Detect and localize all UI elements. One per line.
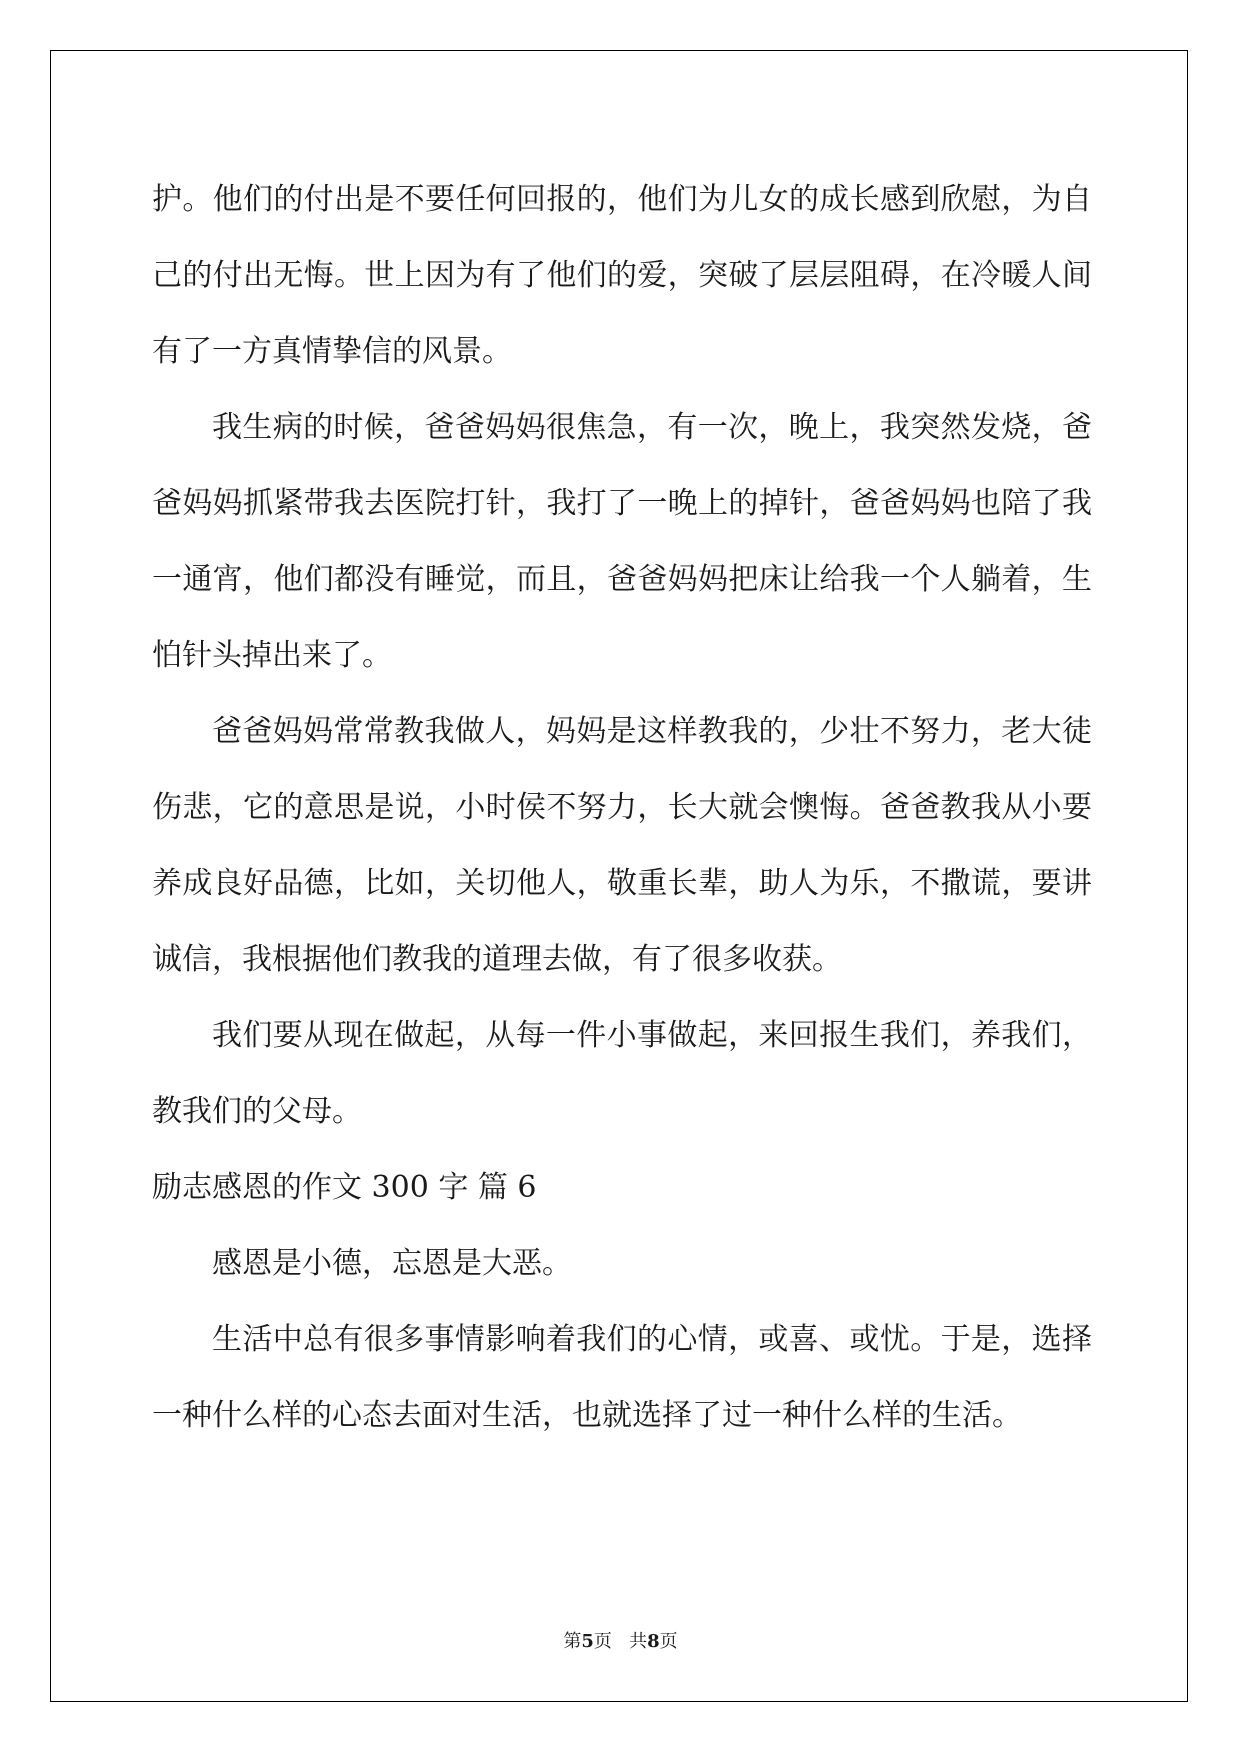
paragraph: 感恩是小德，忘恩是大恶。 — [212, 1246, 572, 1281]
total-page-number: 8 — [647, 1631, 660, 1652]
section-heading: 励志感恩的作文 300 字 篇 6 — [152, 1170, 537, 1205]
paragraph: 我生病的时候，爸爸妈妈很焦急，有一次，晚上，我突然发烧，爸爸妈妈抓紧带我去医院打针，我打了一晚上的掉针，爸爸妈妈也陪了我一通宵，他们都没有睡觉，而且，爸爸妈妈把床让给我一个人躺着，生怕针头掉出来了。 — [152, 410, 1092, 673]
footer-suffix: 页 — [659, 1631, 678, 1652]
current-page-number: 5 — [581, 1631, 594, 1652]
paragraph: 我们要从现在做起，从每一件小事做起，来回报生我们，养我们，教我们的父母。 — [152, 1018, 1092, 1129]
footer-middle: 页 共 — [593, 1631, 648, 1652]
paragraph: 爸爸妈妈常常教我做人，妈妈是这样教我的，少壮不努力，老大徒伤悲，它的意思是说，小时侯不努力，长大就会懊悔。爸爸教我从小要养成良好品德，比如，关切他人，敬重长辈，助人为乐，不撒谎，要讲诚信，我根据他们教我的道理去做，有了很多收获。 — [152, 714, 1092, 977]
document-body — [152, 162, 1092, 1454]
paragraph: 护。他们的付出是不要任何回报的，他们为儿女的成长感到欣慰，为自己的付出无悔。世上因为有了他们的爱，突破了层层阻碍，在冷暖人间有了一方真情挚信的风景。 — [152, 182, 1092, 369]
paragraph: 生活中总有很多事情影响着我们的心情，或喜、或忧。于是，选择一种什么样的心态去面对生活，也就选择了过一种什么样的生活。 — [152, 1322, 1092, 1433]
footer-prefix: 第 — [563, 1631, 582, 1652]
page-footer — [0, 1627, 1241, 1653]
